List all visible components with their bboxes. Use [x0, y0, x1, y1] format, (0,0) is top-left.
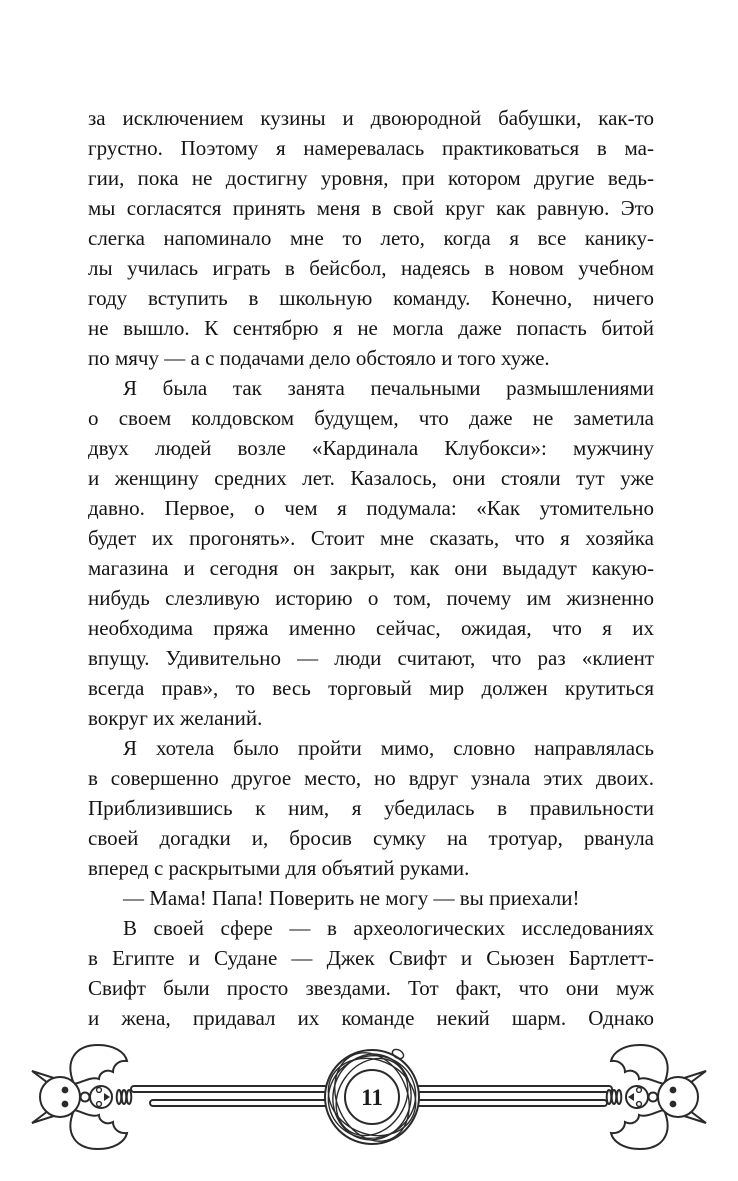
- text-line: вокруг их желаний.: [88, 706, 263, 730]
- text-line: и женщину средних лет. Казалось, они стояли тут уже: [88, 466, 654, 490]
- text-line: впущу. Удивительно — люди считают, что раз «клиент: [88, 646, 654, 670]
- text-line: давно. Первое, о чем я подумала: «Как утомительно: [88, 496, 654, 520]
- yarn-ball-icon: [316, 1041, 429, 1154]
- text-line: всегда прав», то весь торговый мир должен крутиться: [88, 676, 654, 700]
- text-line: необходима пряжа именно сейчас, ожидая, что я их: [88, 616, 654, 640]
- text-line: в Египте и Судане — Джек Свифт и Сьюзен Бартлетт-: [88, 946, 654, 970]
- text-line: будет их прогонять». Стоит мне сказать, что я хозяйка: [88, 526, 654, 550]
- bat-icon-right: [607, 1045, 706, 1149]
- text-line: году вступить в школьную команду. Конечно, ничего: [88, 286, 654, 310]
- text-line: в совершенно другое место, но вдруг узнала этих двоих.: [88, 766, 654, 790]
- text-line: за исключением кузины и двоюродной бабушки, как-то: [88, 106, 654, 130]
- text-line: не вышло. К сентябрю я не могла даже попасть битой: [88, 316, 654, 340]
- skull-bead-icon: [90, 1086, 112, 1108]
- text-line: грустно. Поэтому я намеревалась практиковаться в ма-: [88, 136, 654, 160]
- skull-bead-icon: [626, 1086, 648, 1108]
- text-line: Я хотела было пройти мимо, словно направлялась: [123, 736, 654, 760]
- text-line: о своем колдовском будущем, что даже не заметила: [88, 406, 654, 430]
- bat-icon-left: [32, 1045, 131, 1149]
- text-line: В своей сфере — в археологических исследованиях: [123, 916, 654, 940]
- text-line: вперед с раскрытыми для объятий руками.: [88, 856, 470, 880]
- text-line: лы училась играть в бейсбол, надеясь в новом учебном: [88, 256, 654, 280]
- text-line: Приблизившись к ним, я убедилась в правильности: [88, 796, 654, 820]
- text-line: и жена, придавал их команде некий шарм. Однако: [88, 1006, 654, 1030]
- text-line: Свифт были просто звездами. Тот факт, что они муж: [88, 976, 654, 1000]
- text-line: — Мама! Папа! Поверить не могу — вы приехали!: [123, 886, 580, 910]
- text-line: мы согласятся принять меня в свой круг как равную. Это: [88, 196, 654, 220]
- text-line: слегка напоминало мне то лето, когда я все канику-: [88, 226, 654, 250]
- page-text: [88, 103, 654, 1033]
- footer-ornament: [0, 1040, 738, 1180]
- text-line: магазина и сегодня он закрыт, как они выдадут какую-: [88, 556, 654, 580]
- page-number: 11: [361, 1085, 383, 1110]
- text-line: гии, пока не достигну уровня, при котором другие ведь-: [88, 166, 654, 190]
- text-line: Я была так занята печальными размышлениями: [123, 376, 654, 400]
- text-line: по мячу — а с подачами дело обстояло и того хуже.: [88, 346, 550, 370]
- text-line: двух людей возле «Кардинала Клубокси»: мужчину: [88, 436, 654, 460]
- text-line: своей догадки и, бросив сумку на тротуар, рванула: [88, 826, 654, 850]
- text-line: нибудь слезливую историю о том, почему им жизненно: [88, 586, 654, 610]
